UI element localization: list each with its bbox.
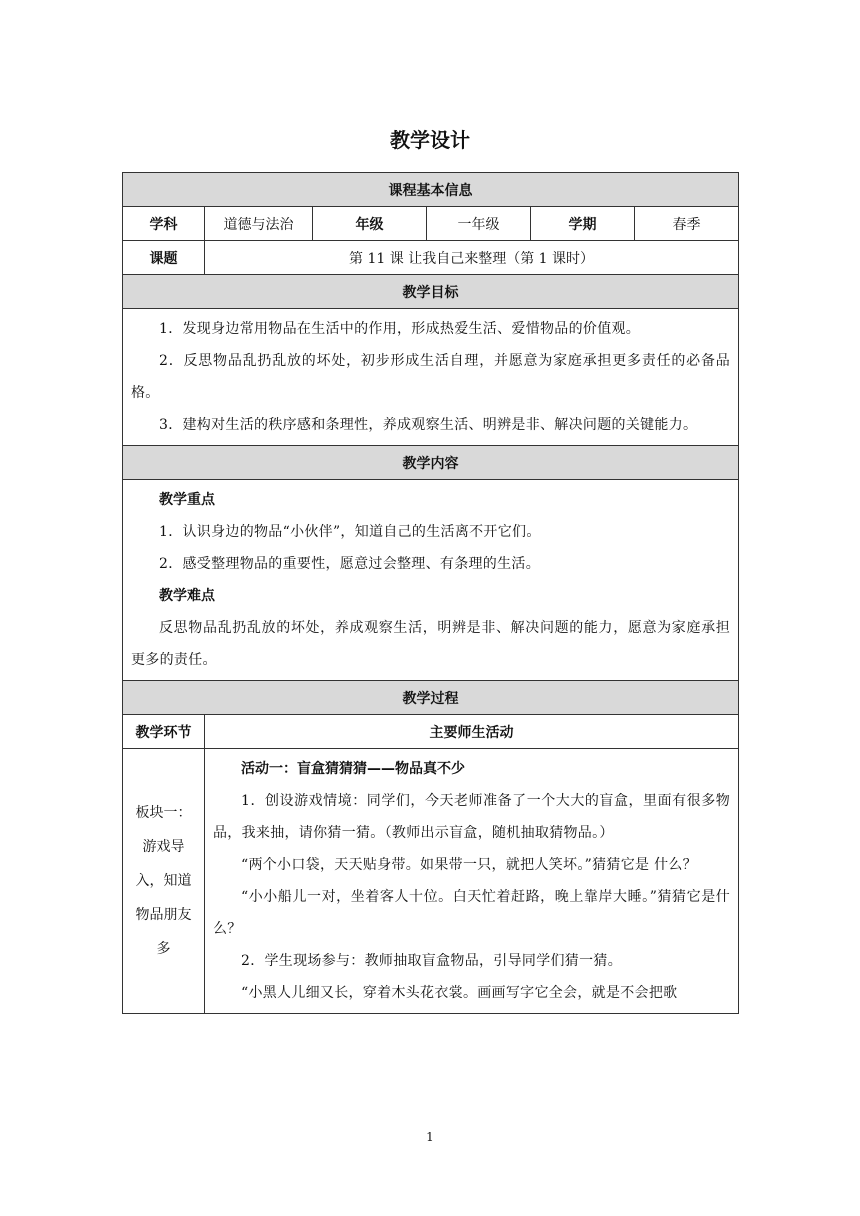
- activity-body: [205, 749, 739, 1014]
- content-body: [123, 480, 739, 681]
- activity-paragraph: “小小船儿一对，坐着客人十位。白天忙着赶路，晚上靠岸大睡。”猜猜它是什么？: [213, 889, 731, 937]
- grade-label: 年级: [313, 207, 427, 241]
- activity-column-header: 主要师生活动: [205, 715, 739, 749]
- activity-paragraph: 2．学生现场参与：教师抽取盲盒物品，引导同学们猜一猜。: [241, 953, 623, 969]
- module-cell: 板块一：游戏导入，知道物品朋友多: [123, 749, 205, 1014]
- objective-item: 2．反思物品乱扔乱放的坏处，初步形成生活自理，并愿意为家庭承担更多责任的必备品格。: [131, 353, 731, 401]
- activity-paragraph: “两个小口袋，天天贴身带。如果带一只，就把人笑坏。”猜猜它是 什么？: [241, 857, 697, 873]
- key-point-item: 1．认识身边的物品“小伙伴”，知道自己的生活离不开它们。: [159, 524, 541, 540]
- activity-paragraph: “小黑人儿细又长，穿着木头花衣裳。画画写字它全会，就是不会把歌: [241, 985, 678, 1001]
- page-number: 1: [426, 1130, 434, 1144]
- difficulty-text: 反思物品乱扔乱放的坏处，养成观察生活，明辨是非、解决问题的能力，愿意为家庭承担更多的责任。: [131, 620, 731, 668]
- key-points-title: 教学重点: [159, 492, 215, 508]
- activity-paragraph: 1．创设游戏情境：同学们，今天老师准备了一个大大的盲盒，里面有很多物品，我来抽，请你猜一猜。（教师出示盲盒，随机抽取猜物品。）: [213, 793, 731, 841]
- difficulty-title: 教学难点: [159, 588, 215, 604]
- basic-info-header: 课程基本信息: [123, 173, 739, 207]
- stage-column-header: 教学环节: [123, 715, 205, 749]
- topic-value: 第 11 课 让我自己来整理（第 1 课时）: [205, 241, 739, 275]
- grade-value: 一年级: [427, 207, 531, 241]
- subject-label: 学科: [123, 207, 205, 241]
- lesson-plan-table: [122, 172, 739, 1014]
- document-title: 教学设计: [390, 128, 470, 152]
- key-point-item: 2．感受整理物品的重要性，愿意过会整理、有条理的生活。: [159, 556, 541, 572]
- objectives-header: 教学目标: [123, 275, 739, 309]
- topic-label: 课题: [123, 241, 205, 275]
- content-header: 教学内容: [123, 446, 739, 480]
- term-label: 学期: [531, 207, 635, 241]
- term-value: 春季: [635, 207, 739, 241]
- process-header: 教学过程: [123, 681, 739, 715]
- objectives-body: [123, 309, 739, 446]
- subject-value: 道德与法治: [205, 207, 313, 241]
- activity-title: 活动一：盲盒猜猜猜——物品真不少: [241, 761, 465, 777]
- objective-item: 3．建构对生活的秩序感和条理性，养成观察生活、明辨是非、解决问题的关键能力。: [159, 417, 698, 433]
- objective-item: 1．发现身边常用物品在生活中的作用，形成热爱生活、爱惜物品的价值观。: [159, 321, 641, 337]
